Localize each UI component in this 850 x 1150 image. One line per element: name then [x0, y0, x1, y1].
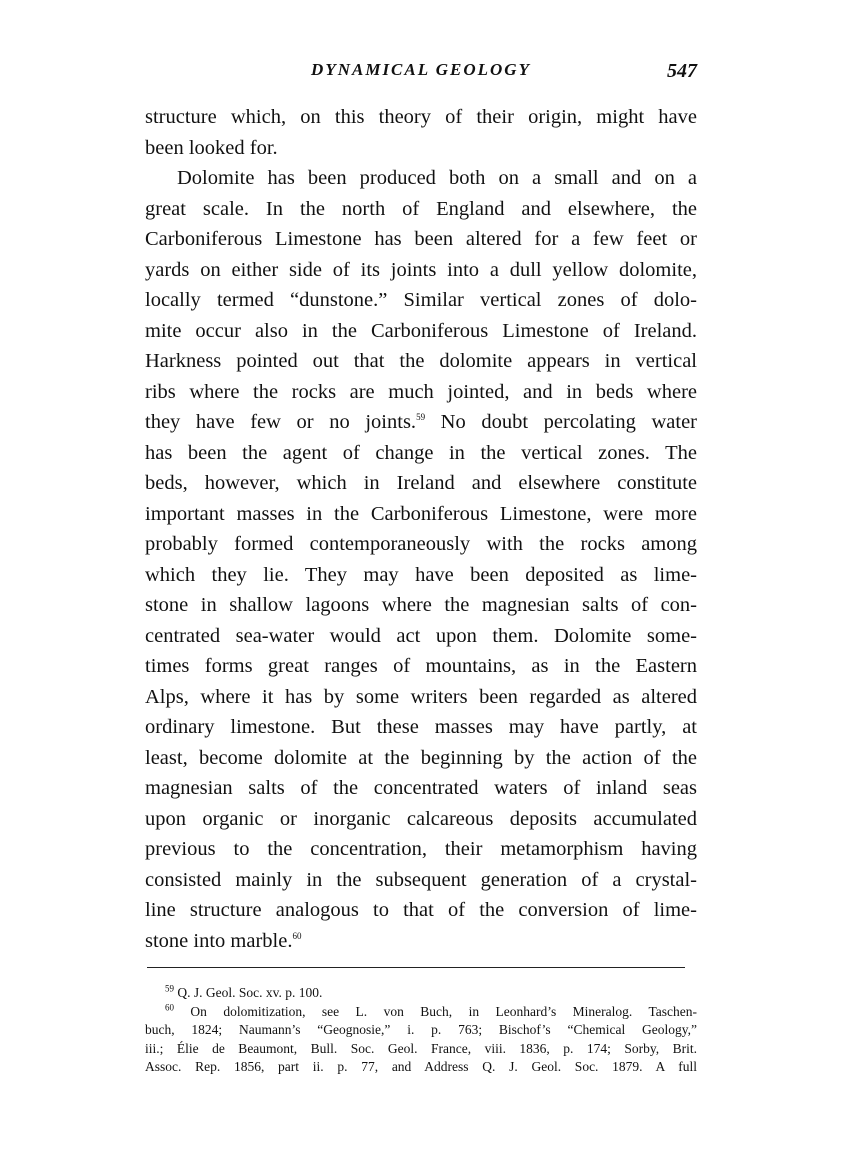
text-line: which they lie. They may have been deposited as lime-: [145, 563, 697, 586]
text-line: beds, however, which in Ireland and elsewhere constitute: [145, 472, 697, 494]
footnote-marker: 60: [165, 1002, 174, 1012]
text-line: probably formed contemporaneously with the rocks among: [145, 533, 697, 555]
text-line: structure which, on this theory of their origin, might have: [145, 106, 697, 128]
text-line: times forms great ranges of mountains, as in the Eastern: [145, 655, 697, 677]
text-segment: stone into marble.: [145, 929, 293, 952]
text-line: important masses in the Carboniferous Limestone, were more: [145, 502, 697, 525]
text-line: yards on either side of its joints into a dull yellow dolomite,: [145, 258, 697, 281]
text-line: ribs where the rocks are much jointed, and in beds where: [145, 380, 697, 403]
footnote-line: Assoc. Rep. 1856, part ii. p. 77, and Address Q. J. Geol. Soc. 1879. A full: [145, 1059, 697, 1074]
footnote-marker: 59: [165, 983, 174, 994]
footnote-divider: [147, 967, 685, 968]
text-line: mite occur also in the Carboniferous Limestone of Ireland.: [145, 319, 697, 342]
text-line: Dolomite has been produced both on a small and on a: [177, 167, 697, 189]
text-line: has been the agent of change in the vertical zones. The: [145, 441, 697, 464]
footnote-text: Q. J. Geol. Soc. xv. p. 100.: [174, 985, 323, 1000]
running-title: DYNAMICAL GEOLOGY: [311, 60, 531, 79]
text-line-with-footnote-ref: [145, 926, 697, 957]
text-line: previous to the concentration, their metamorphism having: [145, 838, 697, 860]
text-line: consisted mainly in the subsequent generation of a crystal-: [145, 868, 697, 891]
text-line: least, become dolomite at the beginning by the action of the: [145, 746, 697, 769]
text-line: upon organic or inorganic calcareous deposits accumulated: [145, 807, 697, 830]
text-line: been looked for.: [145, 136, 278, 159]
footnote-line: buch, 1824; Naumann’s “Geognosie,” i. p. 763; Bischof’s “Chemical Geology,”: [145, 1022, 697, 1037]
text-line: centrated sea-water would act upon them. Dolomite some-: [145, 624, 697, 647]
text-line: line structure analogous to that of the conversion of lime-: [145, 899, 697, 921]
text-line: Harkness pointed out that the dolomite appears in vertical: [145, 350, 697, 372]
text-segment: No doubt percolating water: [425, 411, 697, 433]
body-text: [145, 102, 697, 956]
footnote-line: iii.; Élie de Beaumont, Bull. Soc. Geol. France, viii. 1836, p. 174; Sorby, Brit.: [145, 1040, 697, 1056]
text-line: stone in shallow lagoons where the magnesian salts of con-: [145, 594, 697, 616]
text-line: great scale. In the north of England and elsewhere, the: [145, 197, 697, 220]
text-line-with-footnote-ref: [145, 407, 697, 438]
footnote-59: [145, 984, 697, 1003]
text-line: magnesian salts of the concentrated waters of inland seas: [145, 777, 697, 799]
footnote-ref-60[interactable]: 60: [292, 930, 302, 941]
running-head: [145, 60, 697, 90]
footnotes: [145, 984, 697, 1077]
text-line: ordinary limestone. But these masses may have partly, at: [145, 716, 697, 738]
text-line: locally termed “dunstone.” Similar vertical zones of dolo-: [145, 289, 697, 311]
text-line: Alps, where it has by some writers been regarded as altered: [145, 685, 697, 708]
footnote-text: On dolomitization, see L. von Buch, in Leonhard’s Mineralog. Taschen-: [174, 1003, 697, 1019]
footnote-ref-59[interactable]: 59: [416, 412, 426, 423]
page-number: 547: [667, 60, 697, 82]
footnote-60: [145, 1003, 697, 1022]
text-line: Carboniferous Limestone has been altered for a few feet or: [145, 228, 697, 250]
text-segment: they have few or no joints.: [145, 411, 417, 433]
